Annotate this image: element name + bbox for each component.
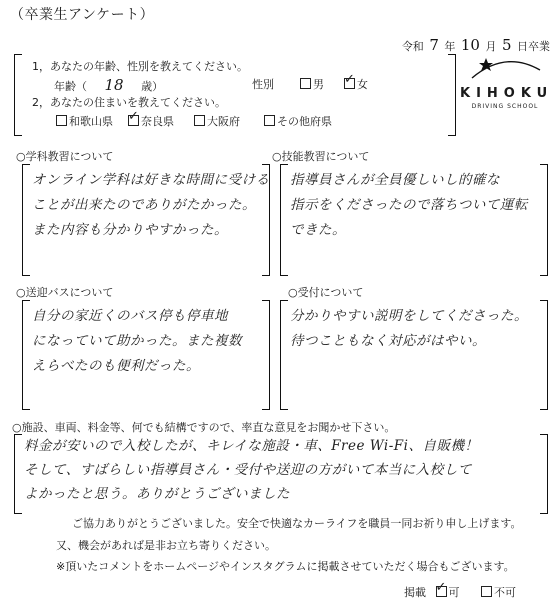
- free-comment: 料金が安いので入校したが、キレイな施設・車、Free Wi-Fi、自販機！ そして、すばらしい指導員さん・受付や送迎の方がいて本当に入校して よかったと思う。ありがとうございました: [24, 438, 479, 502]
- age-unit: 歳）: [141, 80, 164, 93]
- region-checkbox[interactable]: [194, 115, 205, 126]
- publish-consent: [404, 580, 516, 600]
- check-mark-icon: ✓: [435, 580, 447, 595]
- consent-ng-option[interactable]: 不可: [481, 586, 516, 599]
- region-option-nara[interactable]: [128, 109, 174, 129]
- date-day-unit: 日卒業: [517, 40, 550, 53]
- section-academic-label: ○学科教習について: [16, 150, 114, 163]
- logo-arc-icon: [464, 56, 546, 80]
- footer-thanks: ご協力ありがとうございました。安全で快適なカーライフを職員一同お祈り申し上げます。: [72, 517, 522, 530]
- section-reception-box[interactable]: [280, 300, 548, 410]
- region-checkbox[interactable]: [128, 109, 139, 126]
- question-age-gender: 1，あなたの年齢、性別を教えてください。: [32, 60, 248, 73]
- technical-comment: 指導員さんが全員優しいし的確な 指示をくださったので落ちついて運転 できた。: [290, 172, 528, 238]
- section-free-comment-box[interactable]: [14, 434, 548, 526]
- footer-notice: ※頂いたコメントをホームページやインスタグラムに掲載させていただく場合もございます。: [56, 560, 515, 573]
- female-label: 女: [357, 78, 368, 91]
- school-logo: [460, 62, 554, 110]
- gender-male-option[interactable]: [300, 76, 324, 92]
- region-option-wakayama[interactable]: [56, 113, 113, 129]
- gender-female-option[interactable]: [344, 72, 368, 92]
- section-technical-label: ○技能教習について: [272, 150, 370, 163]
- bus-comment: 自分の家近くのバス停も停車地 になっていて助かった。また複数 えらべたのも便利だった。: [32, 308, 242, 374]
- region-checkbox[interactable]: [56, 115, 67, 126]
- section-free-comment-label: ○施設、車両、料金等、何でも結構ですので、率直な意見をお聞かせ下さい。: [12, 421, 396, 434]
- profile-box: [14, 54, 456, 136]
- date-era: 令和: [401, 40, 424, 53]
- female-checkbox[interactable]: [344, 72, 355, 89]
- consent-ng-checkbox[interactable]: [481, 586, 492, 597]
- section-reception-label: ○受付について: [288, 286, 364, 299]
- reception-comment: 分かりやすい説明をしてくださった。 待つこともなく対応がはやい。: [290, 308, 528, 349]
- region-label: 奈良県: [141, 115, 174, 128]
- age-value[interactable]: 18: [104, 76, 124, 94]
- date-month: 10: [460, 36, 480, 54]
- consent-ok-checkbox[interactable]: [435, 580, 447, 597]
- date-year: 7: [429, 36, 439, 54]
- region-option-other[interactable]: [264, 113, 332, 129]
- region-label: 大阪府: [207, 115, 240, 128]
- consent-ok-option[interactable]: ✓ 可: [435, 580, 460, 599]
- age-row: [54, 76, 163, 94]
- section-bus-label: ○送迎バスについて: [16, 286, 114, 299]
- section-bus-box[interactable]: [22, 300, 270, 410]
- check-mark-icon: ✓: [128, 109, 139, 124]
- date-month-unit: 月: [485, 40, 497, 53]
- region-checkbox[interactable]: [264, 115, 275, 126]
- age-label: 年齢（: [54, 80, 87, 93]
- gender-label: 性別: [252, 78, 274, 91]
- consent-label: 掲載: [404, 586, 426, 599]
- logo-word: KIHOKU: [460, 86, 554, 101]
- section-technical-box[interactable]: [280, 164, 548, 276]
- question-residence: 2，あなたの住まいを教えてください。: [32, 96, 226, 109]
- graduation-date: [402, 36, 550, 54]
- male-label: 男: [313, 78, 324, 91]
- region-label: その他府県: [277, 115, 332, 128]
- section-academic-box[interactable]: [22, 164, 270, 276]
- logo-subtitle: DRIVING SCHOOL: [471, 103, 539, 110]
- date-year-unit: 年: [444, 40, 456, 53]
- footer-visit: 又、機会があれば是非お立ち寄りください。: [56, 539, 276, 552]
- region-option-osaka[interactable]: [194, 113, 240, 129]
- region-label: 和歌山県: [69, 115, 113, 128]
- document-title: （卒業生アンケート）: [10, 7, 155, 23]
- date-day: 5: [501, 36, 512, 54]
- male-checkbox[interactable]: [300, 78, 311, 89]
- academic-comment: オンライン学科は好きな時間に受ける ことが出来たのでありがたかった。 また内容も分かりやすかった。: [32, 172, 270, 238]
- check-mark-icon: ✓: [344, 72, 355, 87]
